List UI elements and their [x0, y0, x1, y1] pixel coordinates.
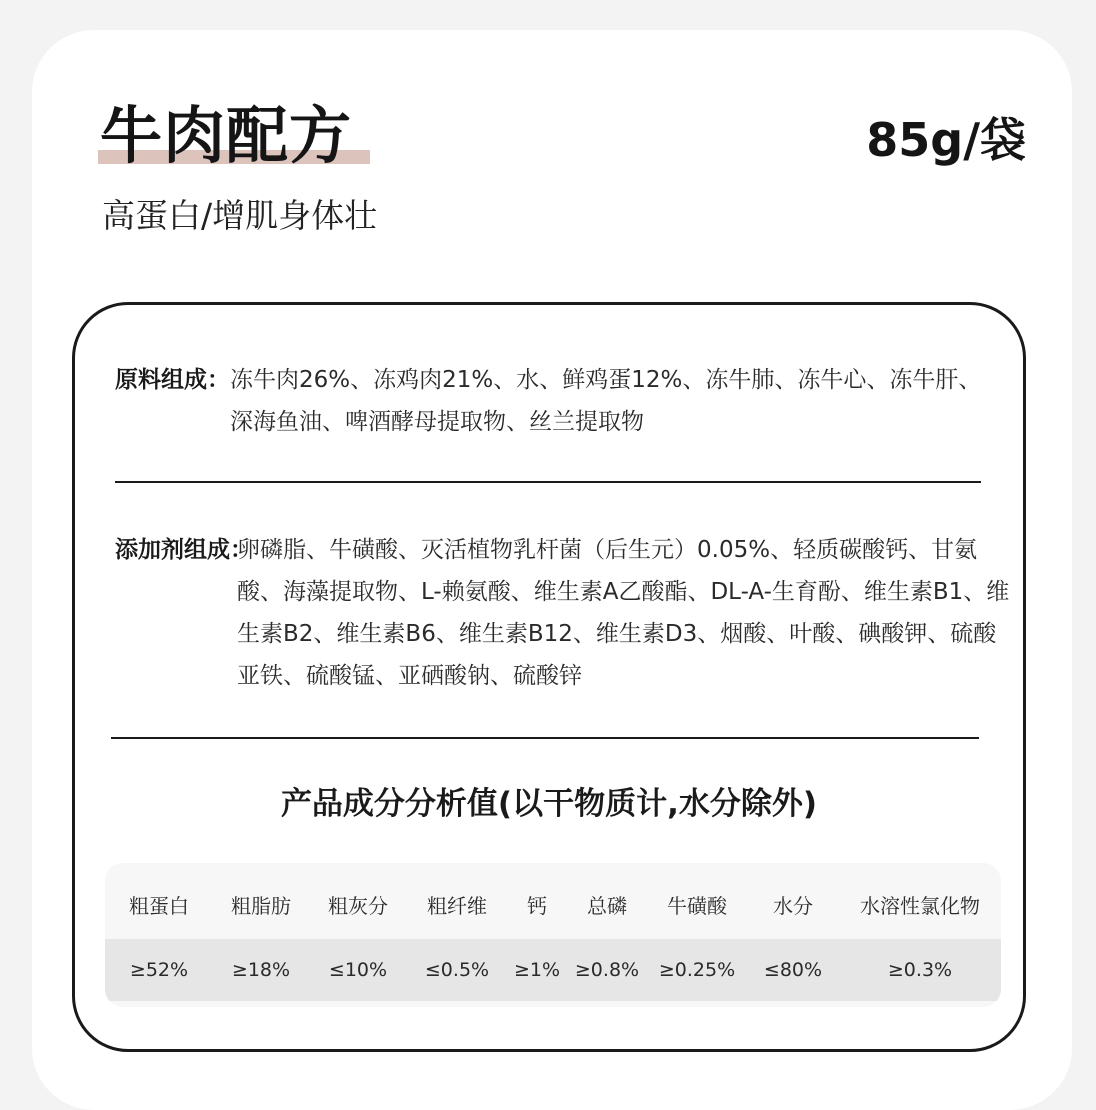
table-header-cell: 钙	[527, 893, 547, 918]
table-header-cell: 粗蛋白	[129, 893, 189, 918]
table-value-cell: ≥0.3%	[887, 959, 953, 981]
table-header-row	[105, 869, 1001, 939]
table-header-cell: 粗纤维	[427, 893, 487, 918]
composition-panel	[72, 302, 1026, 1052]
table-value-cell: ≤0.5%	[424, 959, 490, 981]
analysis-title: 产品成分分析值(以干物质计,水分除外)	[280, 786, 818, 822]
table-value-cell: ≥0.8%	[574, 959, 640, 981]
product-subtitle: 高蛋白/增肌身体壮	[102, 196, 378, 235]
ingredients-value: 冻牛肉26%、冻鸡肉21%、水、鲜鸡蛋12%、冻牛肺、冻牛心、冻牛肝、深海鱼油、啤酒酵母提取物、丝兰提取物	[230, 367, 982, 435]
additives-label: 添加剂组成：	[115, 537, 253, 563]
table-header-cell: 牛磺酸	[667, 893, 727, 918]
table-value-cell: ≥52%	[129, 959, 189, 981]
table-value-cell: ≥18%	[231, 959, 291, 981]
divider	[111, 737, 979, 739]
analysis-table	[105, 863, 1001, 1007]
table-value-cell: ≥1%	[513, 959, 561, 981]
table-header-cell: 总磷	[587, 893, 627, 918]
table-value-row	[105, 939, 1001, 1001]
table-value-cell: ≥0.25%	[658, 959, 736, 981]
package-weight: 85g/袋	[866, 113, 1026, 167]
table-value-cell: ≤10%	[328, 959, 388, 981]
table-header-cell: 水溶性氯化物	[860, 893, 980, 918]
ingredients-label: 原料组成：	[115, 367, 230, 393]
table-header-cell: 水分	[773, 893, 813, 918]
additives-value: 卵磷脂、牛磺酸、灭活植物乳杆菌（后生元）0.05%、轻质碳酸钙、甘氨酸、海藻提取物、L-赖氨酸、维生素A乙酸酯、DL-A-生育酚、维生素B1、维生素B2、维生素B6、维生素B12、维生素D3、烟酸、叶酸、碘酸钾、硫酸亚铁、硫酸锰、亚硒酸钠、硫酸锌	[237, 537, 1010, 689]
table-header-cell: 粗灰分	[328, 893, 388, 918]
table-header-cell: 粗脂肪	[231, 893, 291, 918]
additives-section	[115, 529, 1015, 697]
product-title: 牛肉配方	[100, 99, 353, 172]
ingredients-section	[115, 359, 995, 443]
divider	[115, 481, 981, 483]
title-block	[100, 96, 352, 176]
table-value-cell: ≤80%	[763, 959, 823, 981]
